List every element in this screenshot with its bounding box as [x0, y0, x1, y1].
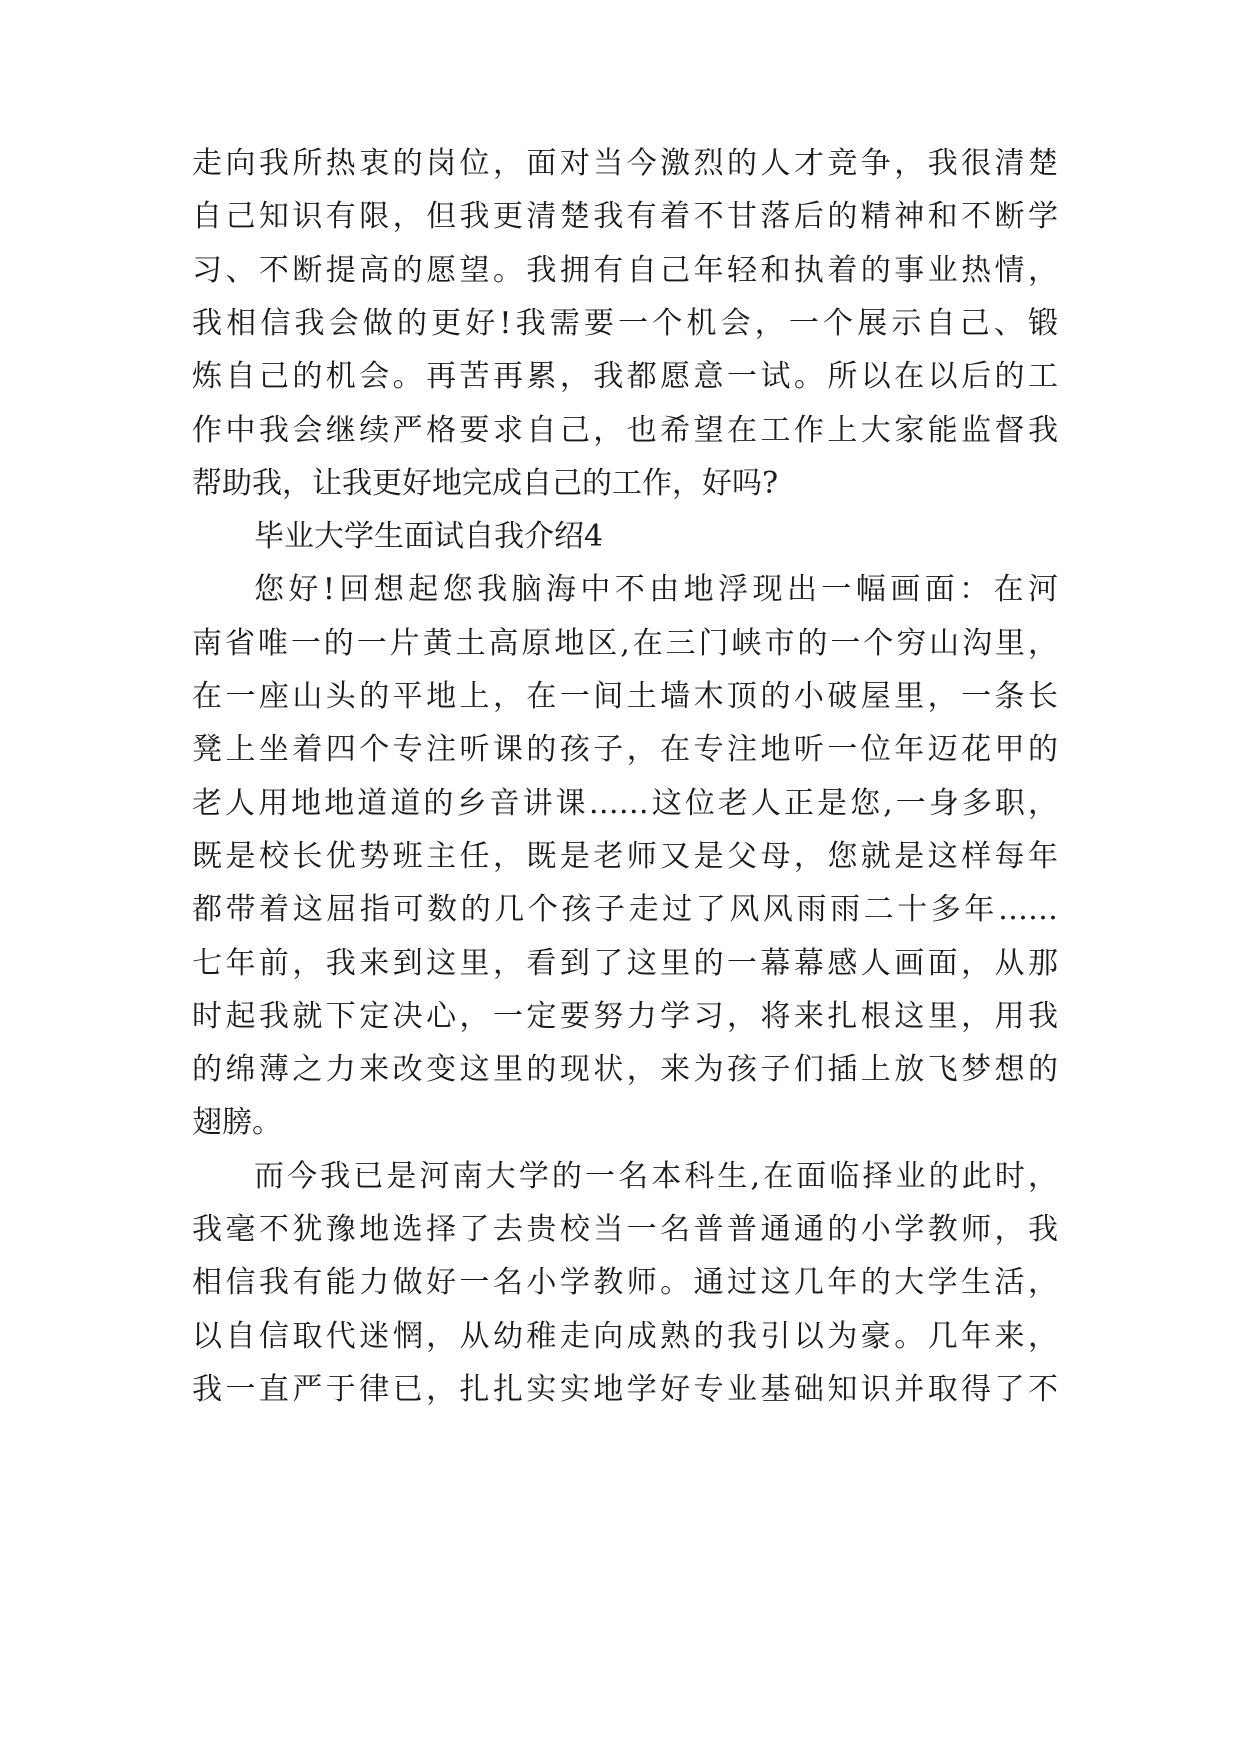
text-line: 我相信我会做的更好!我需要一个机会，一个展示自己、锻	[192, 306, 1058, 341]
text-line: 相信我有能力做好一名小学教师。通过这几年的大学生活，	[192, 1265, 1058, 1300]
text-line: 而今我已是河南大学的一名本科生,在面临择业的此时，	[254, 1159, 1058, 1194]
text-line: 既是校长优势班主任，既是老师又是父母，您就是这样每年	[192, 839, 1058, 874]
text-line: 的绵薄之力来改变这里的现状，来为孩子们插上放飞梦想的	[192, 1052, 1058, 1087]
text-line: 我毫不犹豫地选择了去贵校当一名普普通通的小学教师，我	[192, 1212, 1058, 1247]
text-line: 炼自己的机会。再苦再累，我都愿意一试。所以在以后的工	[192, 359, 1058, 394]
text-line: 自己知识有限，但我更清楚我有着不甘落后的精神和不断学	[192, 199, 1058, 234]
text-line: 翅膀。	[192, 1105, 282, 1140]
text-line: 我一直严于律已，扎扎实实地学好专业基础知识并取得了不	[192, 1372, 1058, 1407]
text-line: 习、不断提高的愿望。我拥有自己年轻和执着的事业热情，	[192, 253, 1058, 288]
text-line: 老人用地地道道的乡音讲课……这位老人正是您,一身多职，	[192, 786, 1058, 821]
text-line: 七年前，我来到这里，看到了这里的一幕幕感人画面，从那	[192, 946, 1058, 981]
text-line: 以自信取代迷惘，从幼稚走向成熟的我引以为豪。几年来，	[192, 1319, 1058, 1354]
text-line: 南省唯一的一片黄土高原地区,在三门峡市的一个穷山沟里，	[192, 626, 1058, 661]
text-line: 走向我所热衷的岗位，面对当今激烈的人才竞争，我很清楚	[192, 146, 1058, 181]
text-line: 帮助我，让我更好地完成自己的工作，好吗?	[192, 466, 779, 501]
text-line: 在一座山头的平地上，在一间土墙木顶的小破屋里，一条长	[192, 679, 1058, 714]
text-line: 您好!回想起您我脑海中不由地浮现出一幅画面：在河	[254, 572, 1058, 607]
section-heading: 毕业大学生面试自我介绍4	[254, 519, 604, 554]
text-line: 时起我就下定决心，一定要努力学习，将来扎根这里，用我	[192, 999, 1058, 1034]
text-line: 都带着这屈指可数的几个孩子走过了风风雨雨二十多年……	[192, 892, 1058, 927]
text-line: 作中我会继续严格要求自己，也希望在工作上大家能监督我	[192, 413, 1058, 448]
text-line: 凳上坐着四个专注听课的孩子，在专注地听一位年迈花甲的	[192, 732, 1058, 767]
